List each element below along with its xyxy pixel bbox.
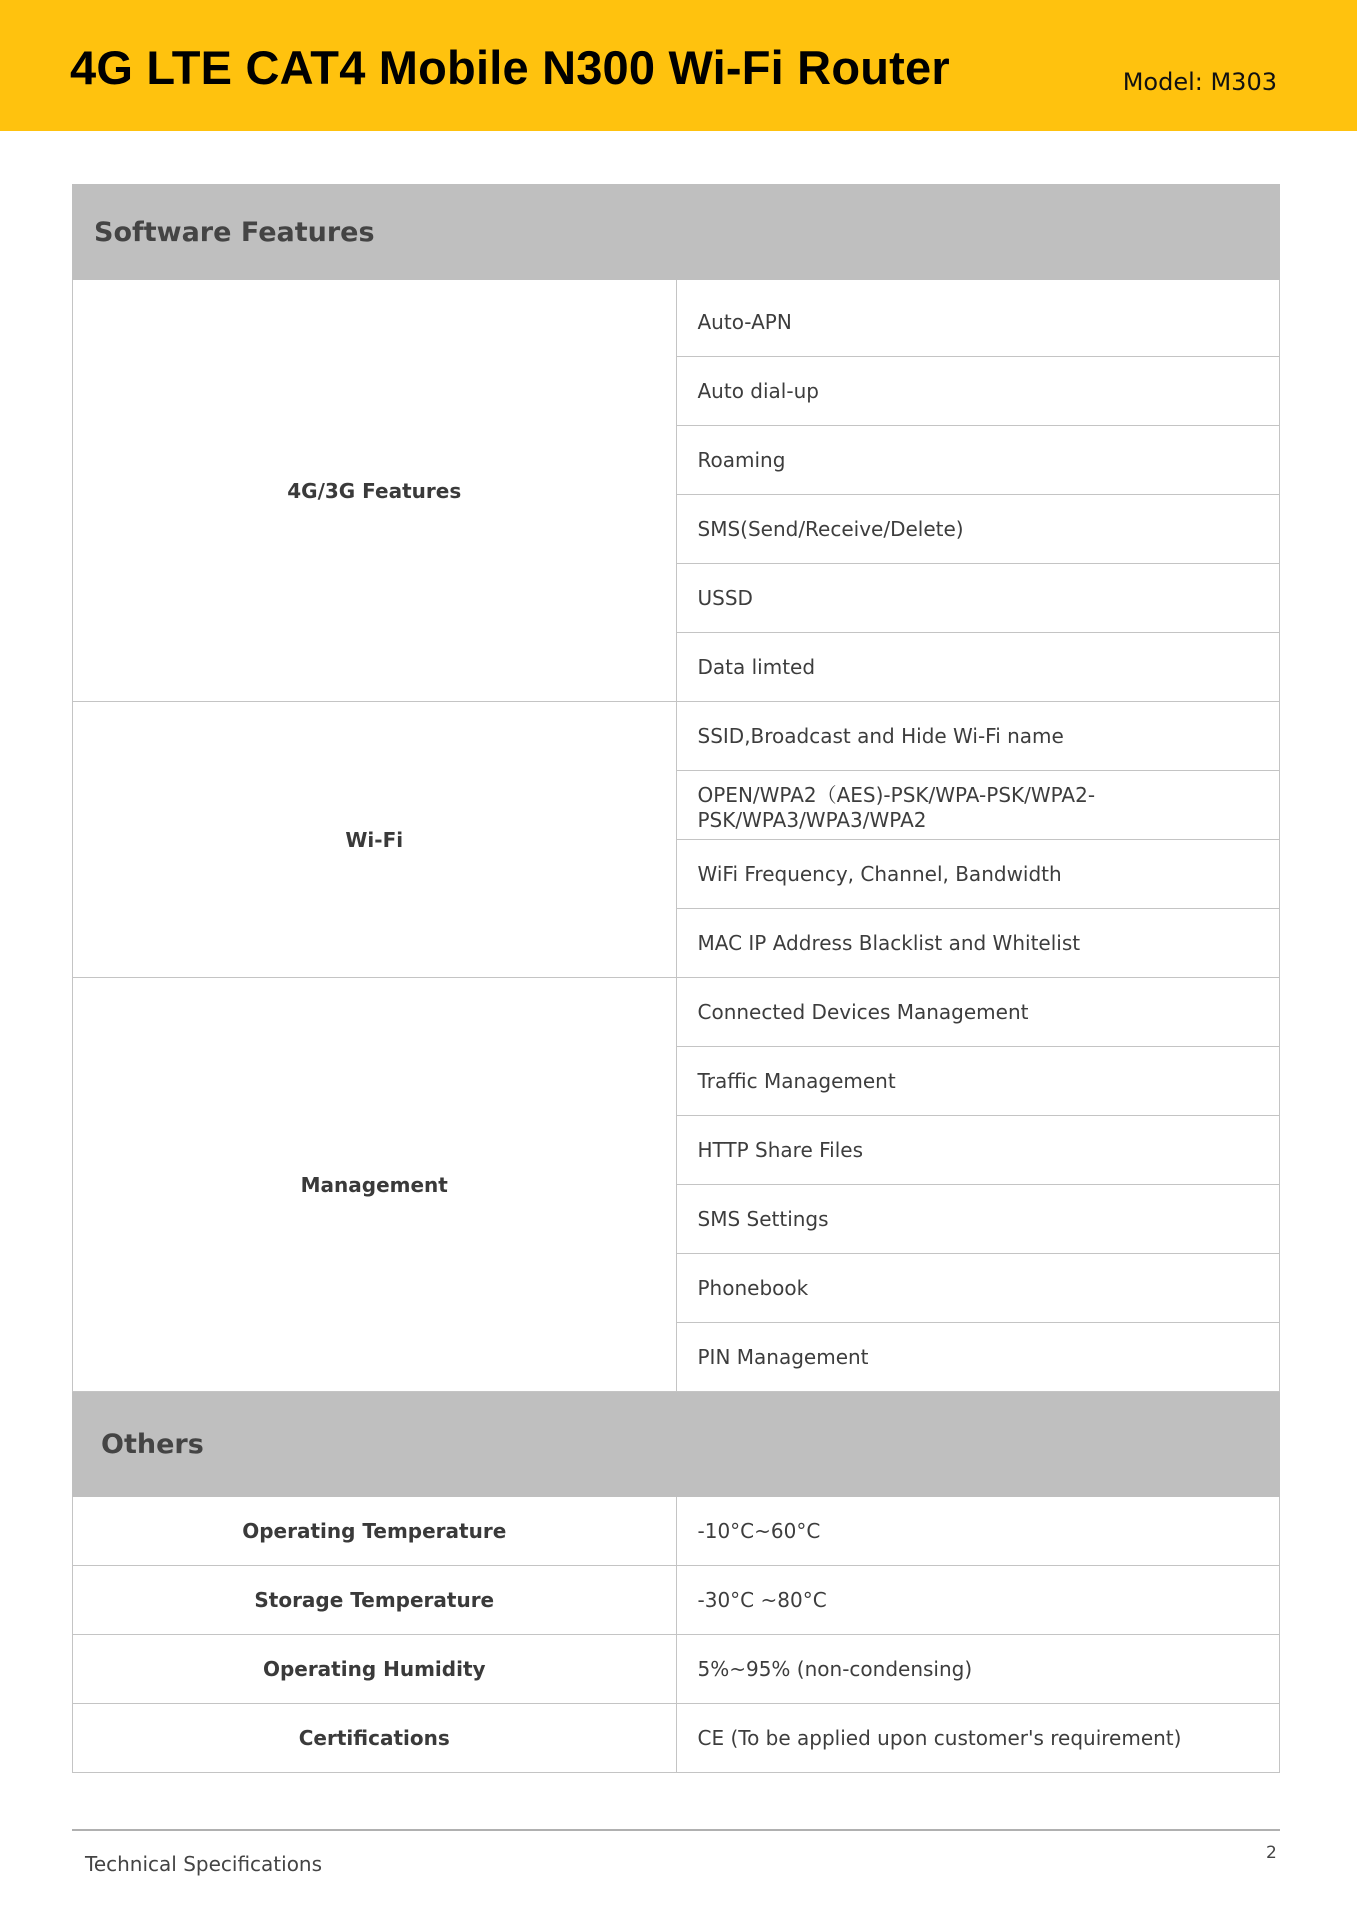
section-title-software: Software Features xyxy=(73,185,1280,280)
spec-label: Certifications xyxy=(73,1704,677,1773)
table-row xyxy=(73,1704,1280,1773)
table-row xyxy=(73,1566,1280,1635)
spec-label: Operating Temperature xyxy=(73,1497,677,1566)
spec-label: Storage Temperature xyxy=(73,1566,677,1635)
feature-item: Roaming xyxy=(676,426,1280,495)
model-number: Model: M303 xyxy=(1122,68,1277,96)
spec-value: CE (To be applied upon customer's requirement) xyxy=(676,1704,1280,1773)
section-title-others: Others xyxy=(73,1392,1280,1497)
feature-item: SMS Settings xyxy=(676,1185,1280,1254)
spec-table xyxy=(72,184,1280,1773)
feature-item: Connected Devices Management xyxy=(676,978,1280,1047)
feature-item: Auto dial-up xyxy=(676,357,1280,426)
feature-item: Traffic Management xyxy=(676,1047,1280,1116)
section-header-software xyxy=(73,185,1280,280)
feature-item: SSID,Broadcast and Hide Wi-Fi name xyxy=(676,702,1280,771)
table-row xyxy=(73,1497,1280,1566)
feature-item: Auto-APN xyxy=(676,280,1280,357)
feature-item: Phonebook xyxy=(676,1254,1280,1323)
footer-divider xyxy=(72,1829,1280,1831)
section-header-others xyxy=(73,1392,1280,1497)
page-number: 2 xyxy=(1266,1843,1277,1863)
page-title: 4G LTE CAT4 Mobile N300 Wi-Fi Router xyxy=(70,41,950,94)
table-row xyxy=(73,280,1280,357)
footer-label: Technical Specifications xyxy=(85,1852,323,1876)
feature-item: USSD xyxy=(676,564,1280,633)
table-row xyxy=(73,702,1280,771)
spec-value: 5%~95% (non-condensing) xyxy=(676,1635,1280,1704)
spec-label: Operating Humidity xyxy=(73,1635,677,1704)
feature-item: Data limted xyxy=(676,633,1280,702)
spec-value: -30°C ~80°C xyxy=(676,1566,1280,1635)
table-row xyxy=(73,1635,1280,1704)
spec-value: -10°C~60°C xyxy=(676,1497,1280,1566)
feature-item: HTTP Share Files xyxy=(676,1116,1280,1185)
group-label-wifi: Wi-Fi xyxy=(73,702,677,978)
group-label-4g3g: 4G/3G Features xyxy=(73,280,677,702)
group-label-management: Management xyxy=(73,978,677,1392)
feature-item: MAC IP Address Blacklist and Whitelist xyxy=(676,909,1280,978)
table-row xyxy=(73,978,1280,1047)
page-header xyxy=(0,0,1357,131)
feature-item: OPEN/WPA2（AES)-PSK/WPA-PSK/WPA2-PSK/WPA3/WPA3/WPA2 xyxy=(676,771,1280,840)
feature-item: PIN Management xyxy=(676,1323,1280,1392)
feature-item: WiFi Frequency, Channel, Bandwidth xyxy=(676,840,1280,909)
feature-item: SMS(Send/Receive/Delete) xyxy=(676,495,1280,564)
